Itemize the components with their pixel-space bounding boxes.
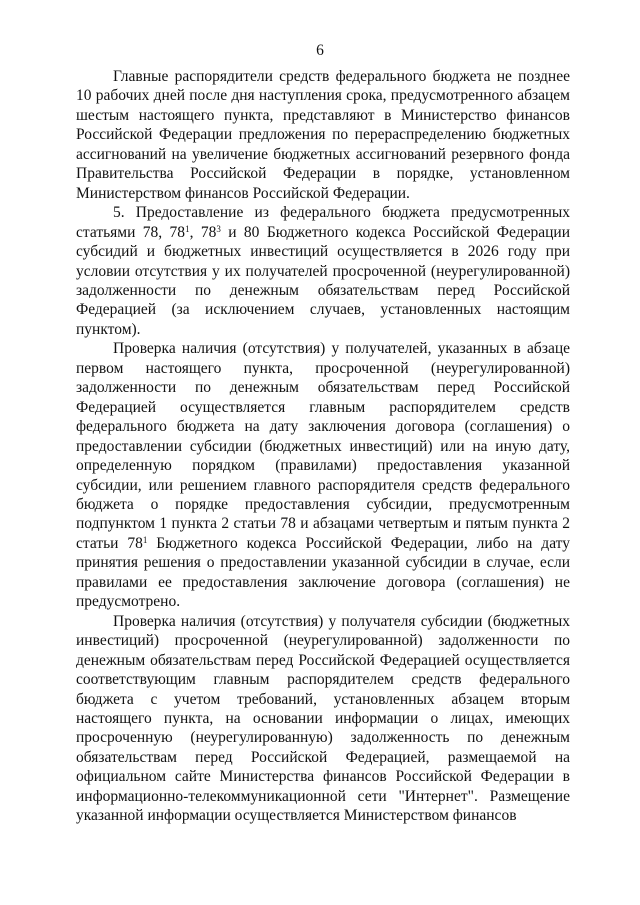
paragraph-4: Проверка наличия (отсутствия) у получателя субсидии (бюджетных инвестиций) просроченной (неурегулированной) задолженности по денежным обязательствам перед Российской Федерацией осуществляется соответствующим главным распорядителем средств федерального бюджета с учетом требований, установленных абзацем вторым настоящего пункта, на основании информации о лицах, имеющих просроченную (неурегулированную) задолженность по денежным обязательствам перед Российской Федерацией, размещаемой на официальном сайте Министерства финансов Российской Федерации в информационно-телекоммуникационной сети "Интернет". Размещение указанной информации осуществляется Министерством финансов	[76, 612, 570, 825]
paragraph-3-text-b: Бюджетного кодекса Российской Федерации, либо на дату принятия решения о предоставлении указанной субсидии в случае, если правилами ее предоставления заключение договора (соглашения) не предусмотрено.	[76, 534, 570, 611]
paragraph-2-text-a: 5. Предоставление из федерального бюджета предусмотренных статьями 78, 78	[76, 204, 570, 241]
paragraph-2-text-c: и 80 Бюджетного кодекса Российской Федерации субсидий и бюджетных инвестиций осуществляется в 2026 году при условии отсутствия у их получателей просроченной (неурегулированной) задолженности по денежным обязательствам перед Российской Федерацией (за исключением случаев, установленных настоящим пунктом).	[76, 223, 571, 338]
superscript-1: 1	[185, 223, 190, 234]
paragraph-3-text-a: Проверка наличия (отсутствия) у получателей, указанных в абзаце первом настоящего пункта, просроченной (неурегулированной) задолженности по денежным обязательствам перед Российской Федерацией осуществляется главным распорядителем средств федерального бюджета на дату заключения договора (соглашения) о предоставлении субсидии (бюджетных инвестиций) или на иную дату, определенную порядком (правилами) предоставления указанной субсидии, или решением главного распорядителя средств федерального бюджета о порядке предоставления субсидии, предусмотренным подпунктом 1 пункта 2 статьи 78 и абзацами четвертым и пятым пункта 2 статьи 78	[76, 340, 570, 552]
superscript-3: 3	[216, 223, 221, 234]
paragraph-2	[76, 203, 570, 339]
paragraph-3	[76, 339, 570, 611]
page-number: 6	[316, 42, 324, 59]
paragraph-1: Главные распорядители средств федерального бюджета не позднее 10 рабочих дней после дня наступления срока, предусмотренного абзацем шестым настоящего пункта, представляют в Министерство финансов Российской Федерации предложения по перераспределению бюджетных ассигнований на увеличение бюджетных ассигнований резервного фонда Правительства Российской Федерации в порядке, установленном Министерством финансов Российской Федерации.	[76, 68, 570, 202]
paragraph-2-text-b: , 78	[189, 223, 217, 241]
superscript-1: 1	[142, 534, 148, 545]
document-body	[76, 67, 570, 826]
